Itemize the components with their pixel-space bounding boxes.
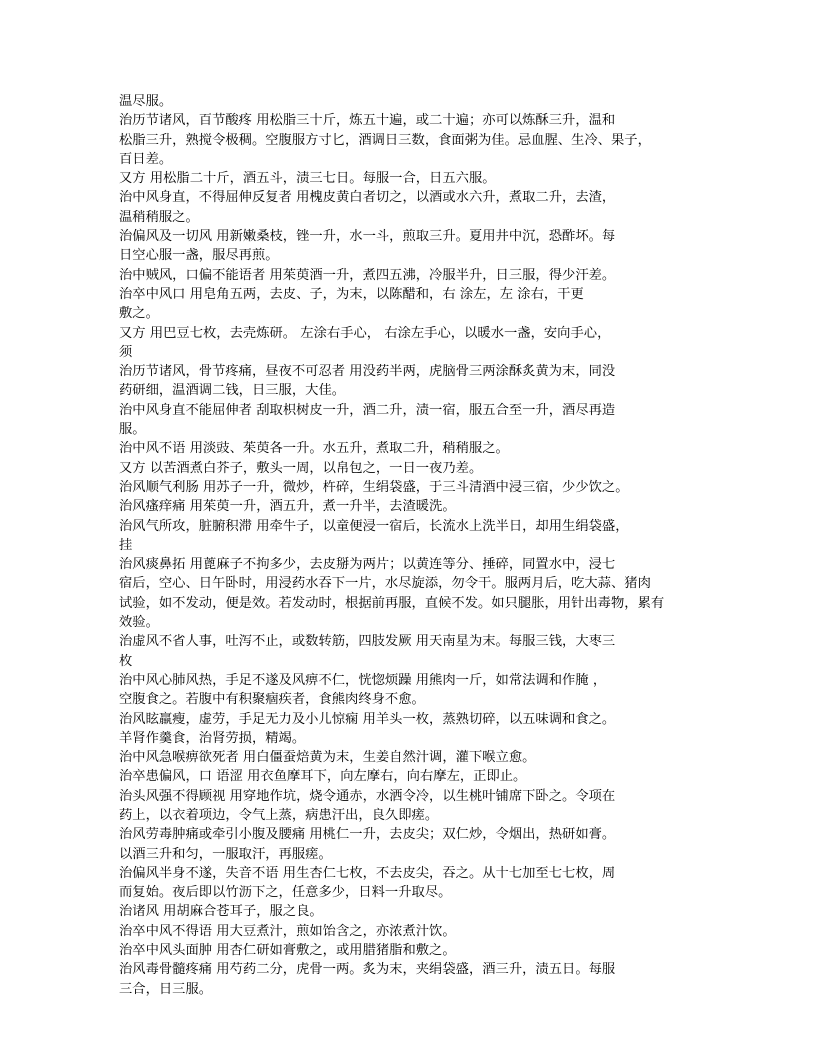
text-line: 又方 以苦酒煮白芥子，敷头一周，以帛包之，一日一夜乃差。 bbox=[119, 460, 483, 476]
text-line: 治风瘙痒痛 用茱萸一升，酒五升，煮一升半，去渣暖洗。 bbox=[119, 499, 456, 515]
text-line: 温稍稍服之。 bbox=[119, 209, 199, 225]
text-line: 治风痰鼻拓 用蓖麻子不拘多少，去皮掰为两片；以黄连等分、捶碎，同置水中，浸七 bbox=[119, 557, 616, 573]
text-line: 治风气所攻，脏腑积滞 用牵牛子，以童便浸一宿后，长流水上洗半日，却用生绢袋盛， bbox=[119, 518, 629, 534]
text-line: 治风劳毒肿痛或牵引小腹及腰痛 用桃仁一升，去皮尖；双仁炒，令烟出，热研如膏。 bbox=[119, 827, 616, 843]
text-line: 日空心服一盏，服尽再煎。 bbox=[119, 248, 279, 264]
text-line: 宿后，空心、日午卧时，用浸药水吞下一片，水尽旋添，勿令干。服两月后，吃大蒜、猪肉 bbox=[119, 576, 651, 592]
text-line: 治卒中风头面肿 用杏仁研如膏敷之，或用腊猪脂和敷之。 bbox=[119, 943, 456, 959]
text-line: 治诸风 用胡麻合苍耳子，服之良。 bbox=[119, 904, 323, 920]
text-line: 治偏风半身不遂，失音不语 用生杏仁七枚，不去皮尖，吞之。从十七加至七七枚，周 bbox=[119, 865, 616, 881]
text-line: 须 bbox=[119, 344, 133, 360]
text-line: 治卒患偏风，口 语涩 用衣鱼摩耳下，向左摩右，向右摩左，正即止。 bbox=[119, 769, 527, 785]
text-line: 治头风强不得顾视 用穿地作坑，烧令通赤，水洒令冷，以生桃叶铺席下卧之。令项在 bbox=[119, 788, 616, 804]
text-line: 治风顺气利肠 用苏子一升，微炒，杵碎，生绢袋盛，于三斗清酒中浸三宿，少少饮之。 bbox=[119, 479, 629, 495]
text-line: 百日差。 bbox=[119, 151, 173, 167]
text-line: 治卒中风不得语 用大豆煮汁，煎如饴含之，亦浓煮汁饮。 bbox=[119, 923, 456, 939]
text-line: 效验。 bbox=[119, 615, 159, 631]
text-line: 治中风急喉痹欲死者 用白僵蚕焙黄为末，生姜自然汁调，灌下喉立愈。 bbox=[119, 750, 536, 766]
text-line: 治风眩羸瘦，虚劳，手足无力及小儿惊痫 用羊头一枚，蒸熟切碎，以五味调和食之。 bbox=[119, 711, 616, 727]
text-line: 治历节诸风，百节酸疼 用松脂三十斤，炼五十遍，或二十遍；亦可以炼酥三升，温和 bbox=[119, 113, 616, 129]
text-line: 又方 用巴豆七枚，去壳炼研。 左涂右手心， 右涂左手心，以暖水一盏，安向手心， bbox=[119, 325, 611, 341]
text-line: 治风毒骨髓疼痛 用芍药二分，虎骨一两。炙为末，夹绢袋盛，酒三升，渍五日。每服 bbox=[119, 962, 616, 978]
text-line: 治偏风及一切风 用新嫩桑枝，锉一升，水一斗，煎取三升。夏用井中沉，恐酢坏。每 bbox=[119, 229, 616, 245]
text-line: 空腹食之。若腹中有积聚痼疾者，食熊肉终身不愈。 bbox=[119, 692, 425, 708]
text-line: 治虚风不省人事，吐泻不止，或数转筋，四肢发厥 用天南星为末。每服三钱，大枣三 bbox=[119, 634, 616, 650]
text-line: 治中贼风，口偏不能语者 用茱萸酒一升，煮四五沸，冷服半升，日三服，得少汗差。 bbox=[119, 267, 616, 283]
text-line: 而复始。夜后即以竹沥下之，任意多少，日料一升取尽。 bbox=[119, 885, 452, 901]
text-line: 治历节诸风，骨节疼痛，昼夜不可忍者 用没药半两，虎脑骨三两涂酥炙黄为末，同没 bbox=[119, 364, 616, 380]
text-line: 温尽服。 bbox=[119, 94, 173, 109]
text-line: 松脂三升，熟搅令极稠。空腹服方寸匕，酒调日三数，食面粥为佳。忌血腥、生冷、果子， bbox=[119, 132, 651, 148]
text-line: 治卒中风口 用皂角五两，去皮、子，为末，以陈醋和，右 涂左，左 涂右，干更 bbox=[119, 286, 584, 302]
text-line: 羊肾作羹食，治肾劳损，精竭。 bbox=[119, 730, 306, 746]
text-line: 三合，日三服。 bbox=[119, 981, 213, 997]
text-line: 以酒三升和匀，一服取汗，再服瘥。 bbox=[119, 846, 332, 862]
text-line: 挂 bbox=[119, 537, 133, 553]
text-line: 又方 用松脂二十斤，酒五斗，渍三七日。每服一合，日五六服。 bbox=[119, 171, 496, 187]
text-line: 枚 bbox=[119, 653, 133, 669]
text-line: 试验，如不发动，便是效。若发动时，根据前再服，直候不发。如只腿胀，用针出毒物，累有 bbox=[119, 595, 665, 611]
text-line: 治中风不语 用淡豉、茱萸各一升。水五升，煮取二升，稍稍服之。 bbox=[119, 441, 509, 457]
text-line: 治中风心肺风热，手足不遂及风痹不仁，恍惚烦躁 用熊肉一斤，如常法调和作腌 ， bbox=[119, 672, 607, 688]
document-page bbox=[119, 92, 709, 999]
text-line: 敷之。 bbox=[119, 306, 159, 322]
text-line: 治中风身直，不得屈伸反复者 用槐皮黄白者切之，以酒或水六升，煮取二升，去渣， bbox=[119, 190, 616, 206]
text-line: 服。 bbox=[119, 422, 146, 438]
text-line: 治中风身直不能屈伸者 刮取枳树皮一升，酒二升，渍一宿，服五合至一升，酒尽再造 bbox=[119, 402, 616, 418]
text-line: 药上，以衣着项边，令气上蒸，病患汗出，良久即瘥。 bbox=[119, 807, 439, 823]
text-line: 药研细，温酒调二钱，日三服，大佳。 bbox=[119, 383, 346, 399]
